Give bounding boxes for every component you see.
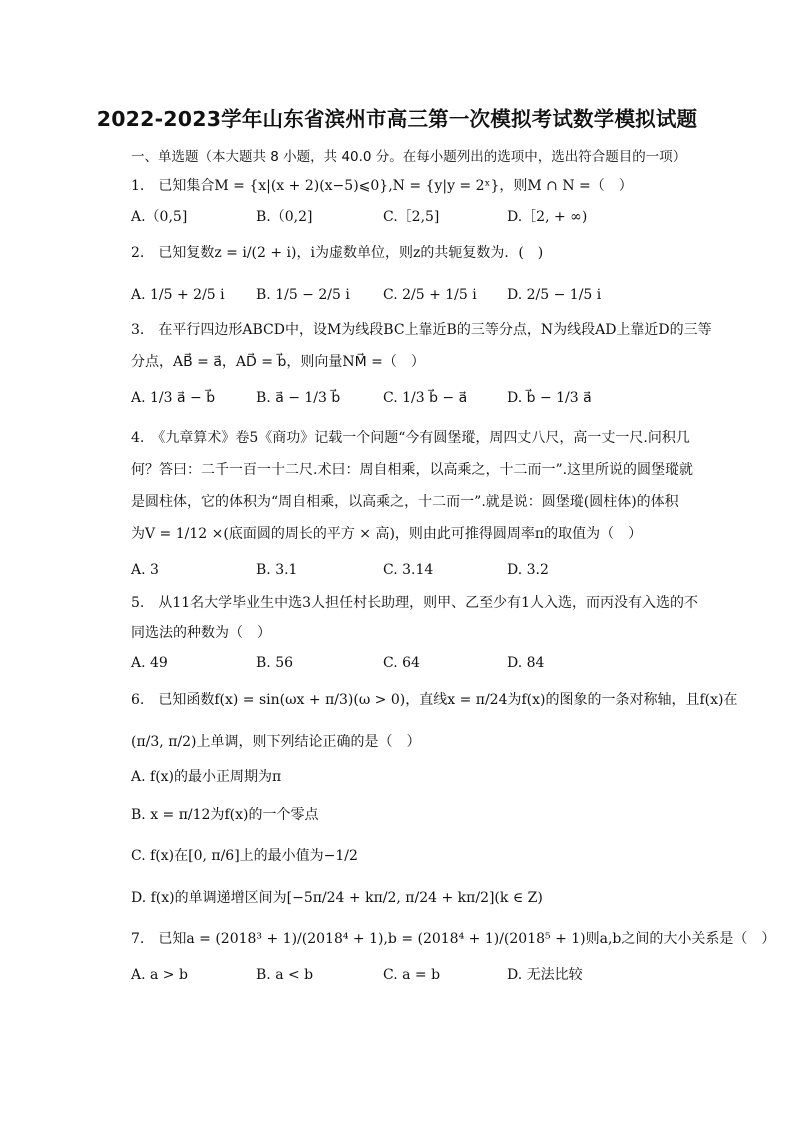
question-4-line-2: 何？答曰：二千一百一十二尺.术曰：周自相乘，以高乘之，十二而一”.这里所说的圆堡瑽就 <box>131 462 694 478</box>
question-3-option-b: B. a⃗ − 1/3 b⃗ <box>256 390 341 406</box>
question-5-option-b: B. 56 <box>256 655 294 671</box>
question-4-line-3: 是圆柱体，它的体积为“周自相乘，以高乘之，十二而一”.就是说：圆堡瑽(圆柱体)的体积 <box>131 494 679 510</box>
question-1-option-a: A.（0,5] <box>131 209 188 225</box>
question-3-option-a: A. 1/3 a⃗ − b⃗ <box>131 390 216 406</box>
section-header: 一、单选题（本大题共 8 小题，共 40.0 分。在每小题列出的选项中，选出符合题目的一项） <box>131 149 687 165</box>
question-6-line-2: (π/3, π/2)上单调，则下列结论正确的是（ ） <box>131 734 421 750</box>
question-3-option-c: C. 1/3 b⃗ − a⃗ <box>383 390 468 406</box>
page-title: 2022-2023学年山东省滨州市高三第一次模拟考试数学模拟试题 <box>96 107 698 131</box>
question-6-option-d: D. f(x)的单调递增区间为[−5π/24 + kπ/2, π/24 + kπ/2](k ∈ Z) <box>131 890 543 906</box>
question-4-option-a: A. 3 <box>131 562 159 578</box>
question-6-option-a: A. f(x)的最小正周期为π <box>131 769 282 785</box>
question-2-line-1: 2. 已知复数z = i/(2 + i)，i为虚数单位，则z的共轭复数为．( ) <box>131 245 544 261</box>
question-5-option-d: D. 84 <box>507 655 545 671</box>
question-7-option-d: D. 无法比较 <box>507 967 583 983</box>
question-4-option-d: D. 3.2 <box>507 562 549 578</box>
question-5-line-1: 5. 从11名大学毕业生中选3人担任村长助理，则甲、乙至少有1人入选，而丙没有入选的不 <box>131 595 698 611</box>
question-4-line-4: 为V = 1/12 ×(底面圆的周长的平方 × 高)，则由此可推得圆周率π的取值为（ ） <box>131 526 643 542</box>
question-2-option-d: D. 2/5 − 1/5 i <box>507 287 602 303</box>
question-1-option-c: C.［2,5] <box>383 209 440 225</box>
question-3-line-2: 分点，AB⃗ = a⃗，AD⃗ = b⃗，则向量NM⃗ =（ ） <box>131 354 425 370</box>
question-7-option-c: C. a = b <box>383 967 441 983</box>
question-4-option-b: B. 3.1 <box>256 562 298 578</box>
question-1-option-b: B.（0,2] <box>256 209 313 225</box>
question-2-option-c: C. 2/5 + 1/5 i <box>383 287 477 303</box>
question-1-option-d: D.［2, + ∞) <box>507 209 588 225</box>
question-4-option-c: C. 3.14 <box>383 562 434 578</box>
question-7-option-b: B. a < b <box>256 967 314 983</box>
question-7-line-1: 7. 已知a = (2018³ + 1)/(2018⁴ + 1),b = (2018⁴ + 1)/(2018⁵ + 1)则a,b之间的大小关系是（ ） <box>131 931 776 947</box>
question-5-option-c: C. 64 <box>383 655 420 671</box>
question-5-option-a: A. 49 <box>131 655 168 671</box>
question-5-line-2: 同选法的种数为（ ） <box>131 625 271 641</box>
question-6-option-b: B. x = π/12为f(x)的一个零点 <box>131 807 319 823</box>
question-2-option-a: A. 1/5 + 2/5 i <box>131 287 225 303</box>
question-3-option-d: D. b⃗ − 1/3 a⃗ <box>507 390 592 406</box>
question-6-option-c: C. f(x)在[0, π/6]上的最小值为−1/2 <box>131 848 358 864</box>
question-2-option-b: B. 1/5 − 2/5 i <box>256 287 350 303</box>
question-6-line-1: 6. 已知函数f(x) = sin(ωx + π/3)(ω > 0)，直线x = π/24为f(x)的图象的一条对称轴，且f(x)在 <box>131 692 738 708</box>
question-4-line-1: 4. 《九章算术》卷5《商功》记载一个问题“今有圆堡瑽，周四丈八尺，高一丈一尺.问积几 <box>131 430 690 446</box>
question-3-line-1: 3. 在平行四边形ABCD中，设M为线段BC上靠近B的三等分点，N为线段AD上靠近D的三等 <box>131 322 712 338</box>
question-7-option-a: A. a > b <box>131 967 188 983</box>
question-1-line-1: 1. 已知集合M = {x|(x + 2)(x−5)⩽0},N = {y|y = 2ˣ}，则M ∩ N =（ ） <box>131 178 633 194</box>
